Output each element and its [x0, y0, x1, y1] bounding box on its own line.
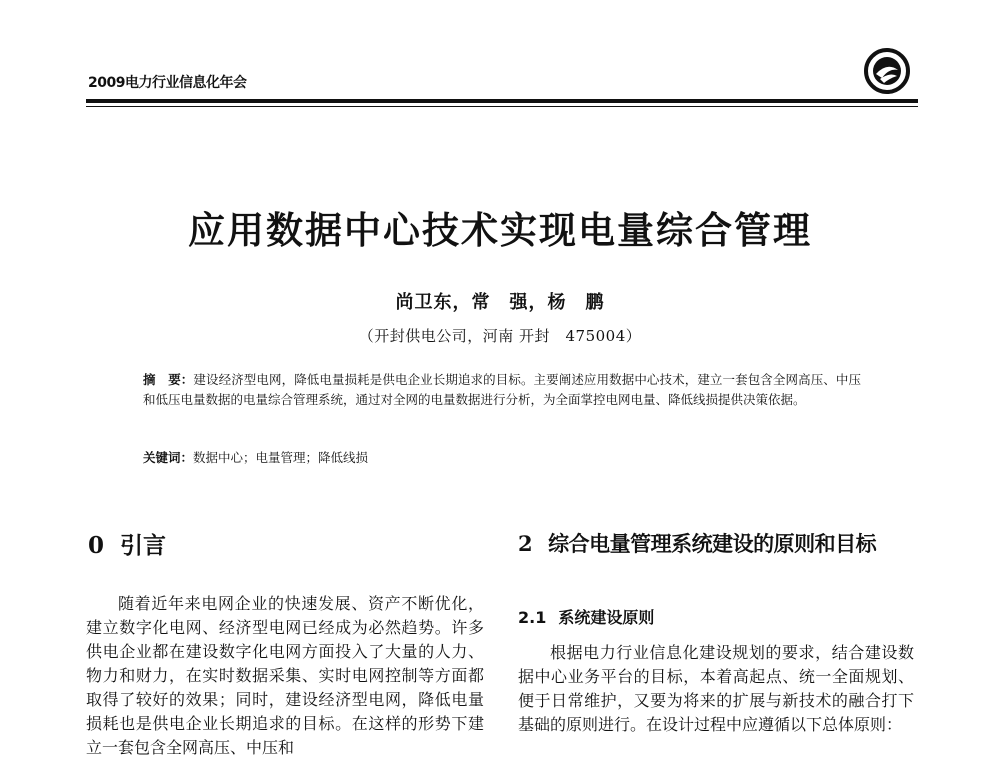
- section-0-body: 随着近年来电网企业的快速发展、资产不断优化，建立数字化电网、经济型电网已经成为必然趋势。许多供电企业都在建设数字化电网方面投入了大量的人力、物力和财力，在实时数据采集、实时电网控制等方面都取得了较好的效果；同时，建设经济型电网，降低电量损耗也是供电企业长期追求的目标。在这样的形势下建立一套包含全网高压、中压和: [86, 594, 484, 757]
- abstract: [143, 370, 861, 410]
- section-2-1-heading: [518, 605, 654, 628]
- keywords: [143, 448, 861, 466]
- abstract-text: 建设经济型电网，降低电量损耗是供电企业长期追求的目标。主要阐述应用数据中心技术，建立一套包含全网高压、中压和低压电量数据的电量综合管理系统，通过对全网的电量数据进行分析，为全面掌控电网电量、降低线损提供决策依据。: [143, 372, 861, 407]
- section-2-title: 综合电量管理系统建设的原则和目标: [548, 531, 877, 556]
- section-0-number: 0: [88, 532, 105, 559]
- section-2-1-title: 系统建设原则: [558, 608, 655, 627]
- keywords-text: 数据中心；电量管理；降低线损: [193, 450, 369, 465]
- journal-logo: [864, 48, 910, 94]
- section-2-1-number: 2.1: [518, 608, 547, 627]
- paper-affiliation: （开封供电公司，河南 开封 475004）: [358, 327, 642, 345]
- section-0-heading: [88, 527, 166, 560]
- paper-authors: 尚卫东，常 强，杨 鹏: [395, 292, 605, 313]
- abstract-label: 摘 要：: [143, 372, 194, 387]
- section-2-1-body: 根据电力行业信息化建设规划的要求，结合建设数据中心业务平台的目标，本着高起点、统一全面规划、便于日常维护，又要为将来的扩展与新技术的融合打下基础的原则进行。在设计过程中应遵循以下总体原则：: [518, 643, 914, 734]
- running-header: 2009电力行业信息化年会: [88, 75, 247, 91]
- header-rule-thick: [86, 99, 918, 103]
- section-2-heading: [518, 528, 876, 558]
- section-2-number: 2: [518, 531, 533, 556]
- paper-title: 应用数据中心技术实现电量综合管理: [188, 208, 812, 252]
- header-rule-thin: [86, 106, 918, 107]
- section-0-title: 引言: [120, 532, 167, 559]
- keywords-label: 关键词：: [143, 450, 194, 465]
